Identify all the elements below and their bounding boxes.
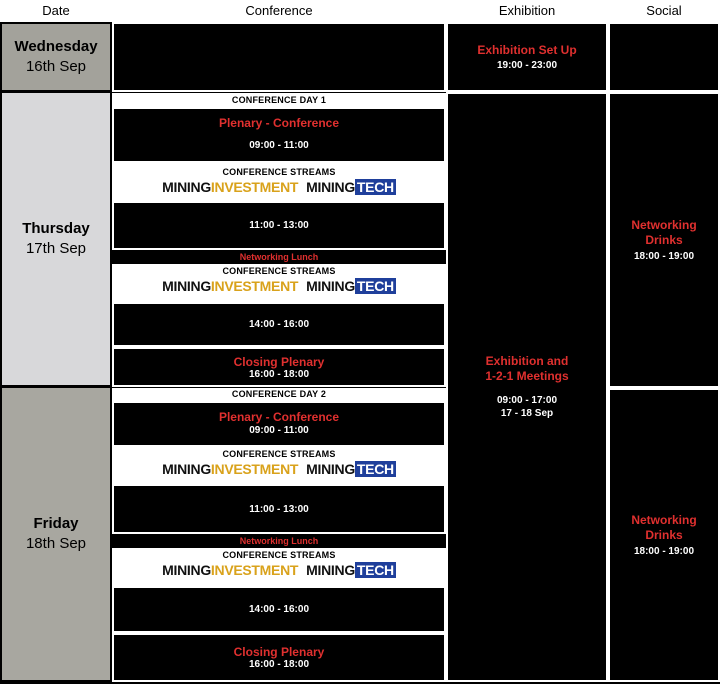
mining-investment-logo: MININGINVESTMENT (162, 562, 299, 578)
social-fri-time: 18:00 - 19:00 (633, 546, 695, 557)
mining-tech-logo: MINING TECH (306, 461, 394, 477)
fri-plenary-block (112, 401, 446, 447)
streams-logos (112, 562, 446, 578)
thu-lunch-label: Networking Lunch (239, 252, 319, 262)
fri-closing-title: Closing Plenary (233, 645, 325, 659)
exhibition-main-title-2: 1-2-1 Meetings (485, 369, 569, 383)
exhibition-main (446, 92, 608, 682)
exhibition-setup-title: Exhibition Set Up (477, 43, 577, 57)
day-friday (2, 388, 110, 680)
fri-stream2-time: 14:00 - 16:00 (248, 604, 310, 615)
day-thursday (2, 93, 110, 385)
header-social: Social (608, 0, 720, 22)
fri-lunch-label: Networking Lunch (239, 536, 319, 546)
fri-stream2-block (112, 586, 446, 633)
thu-stream1-block (112, 201, 446, 250)
thu-stream1-time: 11:00 - 13:00 (249, 220, 309, 231)
fri-plenary-title: Plenary - Conference (218, 410, 340, 424)
fri-closing-block (112, 633, 446, 682)
day-name: Wednesday (14, 38, 98, 55)
thu-closing-block (112, 347, 446, 387)
thu-closing-time: 16:00 - 18:00 (248, 368, 310, 380)
social-fri-drinks (608, 388, 720, 682)
thu-closing-title: Closing Plenary (233, 354, 325, 369)
conference-day1-label: CONFERENCE DAY 1 (112, 93, 446, 107)
streams-label: CONFERENCE STREAMS (222, 449, 336, 459)
social-thu-drinks (608, 92, 720, 388)
day-name: Friday (33, 515, 79, 532)
mining-tech-logo: MINING TECH (306, 562, 394, 578)
header-date: Date (0, 0, 112, 22)
day-date: 16th Sep (25, 58, 87, 75)
social-thu-title-2: Drinks (645, 233, 683, 247)
fri-stream1-time: 11:00 - 13:00 (249, 503, 309, 515)
day-name: Thursday (22, 220, 90, 237)
day-wednesday (2, 24, 110, 90)
streams-logos (112, 278, 446, 294)
social-fri-title-2: Drinks (645, 528, 683, 542)
thu-stream2-time: 14:00 - 16:00 (248, 319, 310, 330)
mining-investment-logo: MININGINVESTMENT (162, 461, 299, 477)
social-thu-time: 18:00 - 19:00 (633, 251, 695, 262)
thu-plenary-block (112, 107, 446, 163)
mining-investment-logo: MININGINVESTMENT (162, 278, 299, 294)
fri-streams-strip-1 (112, 447, 446, 484)
mining-tech-logo: MINING TECH (306, 179, 394, 195)
fri-streams-strip-2 (112, 548, 446, 586)
exhibition-setup-time: 19:00 - 23:00 (496, 60, 558, 71)
exhibition-setup (446, 22, 608, 92)
fri-plenary-time: 09:00 - 11:00 (249, 425, 309, 436)
conference-empty-wed (112, 22, 446, 92)
fri-closing-time: 16:00 - 18:00 (248, 659, 310, 670)
mining-investment-logo: MININGINVESTMENT (162, 179, 299, 195)
thu-plenary-time: 09:00 - 11:00 (249, 140, 309, 151)
thu-streams-strip-1 (112, 163, 446, 201)
social-empty-wed (608, 22, 720, 92)
thu-streams-strip-2 (112, 264, 446, 302)
social-fri-title-1: Networking (631, 513, 697, 527)
streams-label: CONFERENCE STREAMS (222, 266, 336, 276)
streams-label: CONFERENCE STREAMS (222, 550, 336, 560)
header-exhibition: Exhibition (446, 0, 608, 22)
exhibition-main-dates: 17 - 18 Sep (500, 408, 554, 419)
streams-label: CONFERENCE STREAMS (222, 167, 336, 177)
day-date: 18th Sep (25, 535, 87, 552)
day-date: 17th Sep (25, 240, 87, 257)
fri-stream1-block (112, 484, 446, 534)
thu-lunch-strip (112, 250, 446, 264)
streams-logos (112, 461, 446, 477)
social-thu-title-1: Networking (631, 218, 697, 232)
thu-stream2-block (112, 302, 446, 347)
thu-plenary-title: Plenary - Conference (218, 116, 340, 130)
header-conference: Conference (112, 0, 446, 22)
fri-lunch-strip (112, 534, 446, 548)
streams-logos (112, 179, 446, 195)
mining-tech-logo: MINING TECH (306, 278, 394, 294)
exhibition-main-title-1: Exhibition and (485, 354, 569, 368)
conference-day2-label: CONFERENCE DAY 2 (112, 388, 446, 401)
exhibition-main-time: 09:00 - 17:00 (496, 395, 558, 406)
